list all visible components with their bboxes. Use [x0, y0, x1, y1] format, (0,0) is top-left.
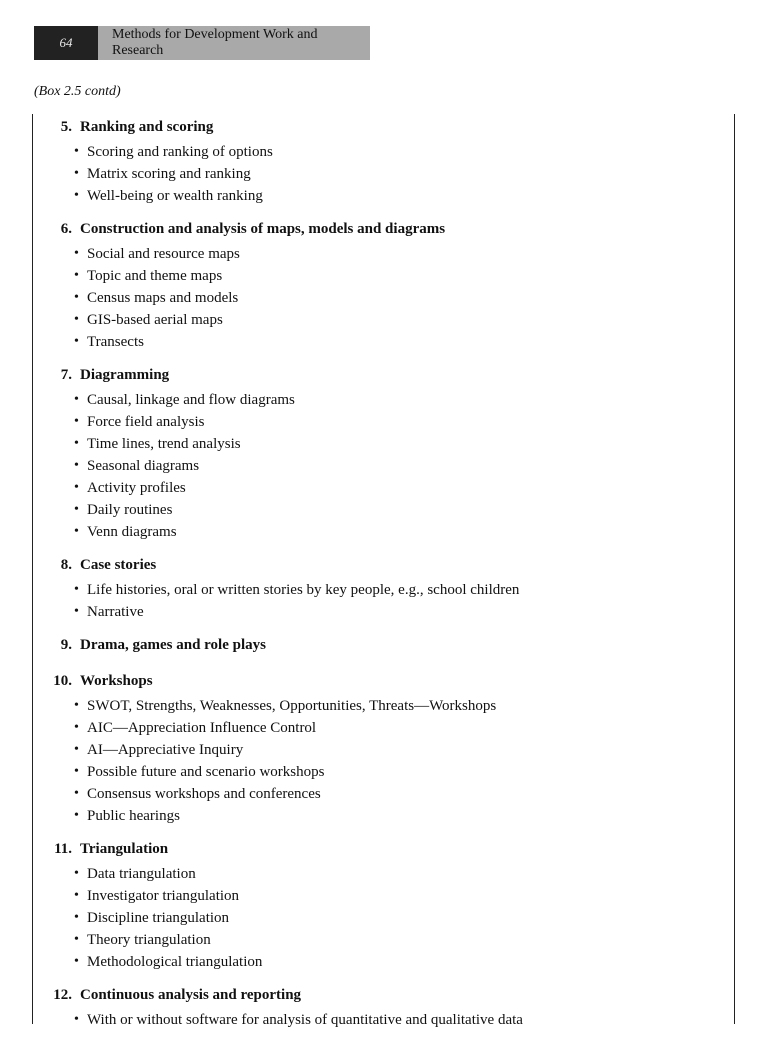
section-title: Case stories [80, 557, 157, 573]
bullet-text: Daily routines [87, 502, 173, 518]
section-title: Continuous analysis and reporting [80, 987, 302, 1003]
section-title: Construction and analysis of maps, models and diagrams [80, 221, 446, 237]
section-number: 8. [60, 557, 72, 573]
bullet-item [34, 455, 724, 477]
bullet-text: Data triangulation [87, 866, 196, 882]
bullet-text: Venn diagrams [87, 524, 177, 540]
bullet-text: Social and resource maps [87, 246, 240, 262]
section-number: 11. [54, 841, 72, 857]
bullet-list [34, 695, 724, 827]
bullet-text: Causal, linkage and flow diagrams [87, 392, 295, 408]
section-heading [34, 841, 724, 863]
bullet-text: Theory triangulation [87, 932, 211, 948]
method-section [34, 637, 724, 659]
bullet-text: Seasonal diagrams [87, 458, 200, 474]
method-section [34, 221, 724, 353]
bullet-list [34, 141, 724, 207]
bullet-text: Consensus workshops and conferences [87, 786, 321, 802]
bullet-text: AIC—Appreciation Influence Control [87, 720, 317, 736]
bullet-text: Time lines, trend analysis [87, 436, 241, 452]
bullet-item [34, 389, 724, 411]
section-title: Drama, games and role plays [80, 637, 266, 653]
bullet-item [34, 907, 724, 929]
bullet-item [34, 141, 724, 163]
running-header [34, 26, 370, 60]
bullet-item [34, 1009, 724, 1031]
section-title: Diagramming [80, 367, 170, 383]
bullet-text: Matrix scoring and ranking [87, 166, 251, 182]
page-number: 64 [34, 26, 98, 60]
bullet-item [34, 265, 724, 287]
section-number: 7. [60, 367, 72, 383]
bullet-text: Investigator triangulation [87, 888, 240, 904]
bullet-text: Possible future and scenario workshops [87, 764, 325, 780]
bullet-item [34, 695, 724, 717]
method-section [34, 841, 724, 973]
bullet-item [34, 951, 724, 973]
bullet-list [34, 389, 724, 543]
bullet-item [34, 863, 724, 885]
running-head-title: Methods for Development Work and Research [112, 27, 318, 58]
bullet-text: Census maps and models [87, 290, 239, 306]
bullet-text: Activity profiles [87, 480, 186, 496]
box-continuation-label: (Box 2.5 contd) [34, 84, 121, 99]
bullet-text: With or without software for analysis of quantitative and qualitative data [87, 1012, 523, 1028]
method-section [34, 557, 724, 623]
bullet-item [34, 761, 724, 783]
bullet-item [34, 411, 724, 433]
section-title: Triangulation [80, 841, 169, 857]
bullet-text: Life histories, oral or written stories by key people, e.g., school children [87, 582, 520, 598]
section-heading [34, 673, 724, 695]
bullet-text: Force field analysis [87, 414, 205, 430]
bullet-item [34, 287, 724, 309]
method-section [34, 367, 724, 543]
bullet-text: GIS-based aerial maps [87, 312, 223, 328]
bullet-item [34, 601, 724, 623]
bullet-list [34, 1009, 724, 1031]
bullet-item [34, 477, 724, 499]
bullet-item [34, 885, 724, 907]
bullet-item [34, 783, 724, 805]
section-heading [34, 637, 724, 659]
bullet-item [34, 805, 724, 827]
section-title: Ranking and scoring [80, 119, 214, 135]
section-heading [34, 987, 724, 1009]
bullet-text: SWOT, Strengths, Weaknesses, Opportunities, Threats—Workshops [87, 698, 497, 714]
bullet-list [34, 243, 724, 353]
section-title: Workshops [80, 673, 153, 689]
bullet-item [34, 521, 724, 543]
bullet-item [34, 717, 724, 739]
method-section [34, 119, 724, 207]
section-number: 12. [53, 987, 72, 1003]
bullet-item [34, 433, 724, 455]
bullet-list [34, 863, 724, 973]
bullet-item [34, 185, 724, 207]
section-heading [34, 557, 724, 579]
bullet-text: Discipline triangulation [87, 910, 230, 926]
section-heading [34, 221, 724, 243]
bullet-item [34, 243, 724, 265]
bullet-text: Topic and theme maps [87, 268, 223, 284]
bullet-text: AI—Appreciative Inquiry [87, 742, 244, 758]
bullet-item [34, 309, 724, 331]
method-list [34, 119, 724, 1045]
section-heading [34, 367, 724, 389]
bullet-item [34, 499, 724, 521]
bullet-text: Public hearings [87, 808, 180, 824]
bullet-list [34, 579, 724, 623]
section-number: 5. [60, 119, 72, 135]
method-section [34, 987, 724, 1031]
section-heading [34, 119, 724, 141]
section-number: 10. [53, 673, 72, 689]
section-number: 9. [60, 637, 72, 653]
bullet-item [34, 579, 724, 601]
bullet-text: Scoring and ranking of options [87, 144, 273, 160]
bullet-text: Methodological triangulation [87, 954, 263, 970]
bullet-item [34, 331, 724, 353]
section-number: 6. [60, 221, 72, 237]
bullet-item [34, 739, 724, 761]
bullet-text: Transects [87, 334, 144, 350]
bullet-item [34, 929, 724, 951]
method-section [34, 673, 724, 827]
bullet-text: Narrative [87, 604, 144, 620]
bullet-text: Well-being or wealth ranking [87, 188, 263, 204]
bullet-item [34, 163, 724, 185]
